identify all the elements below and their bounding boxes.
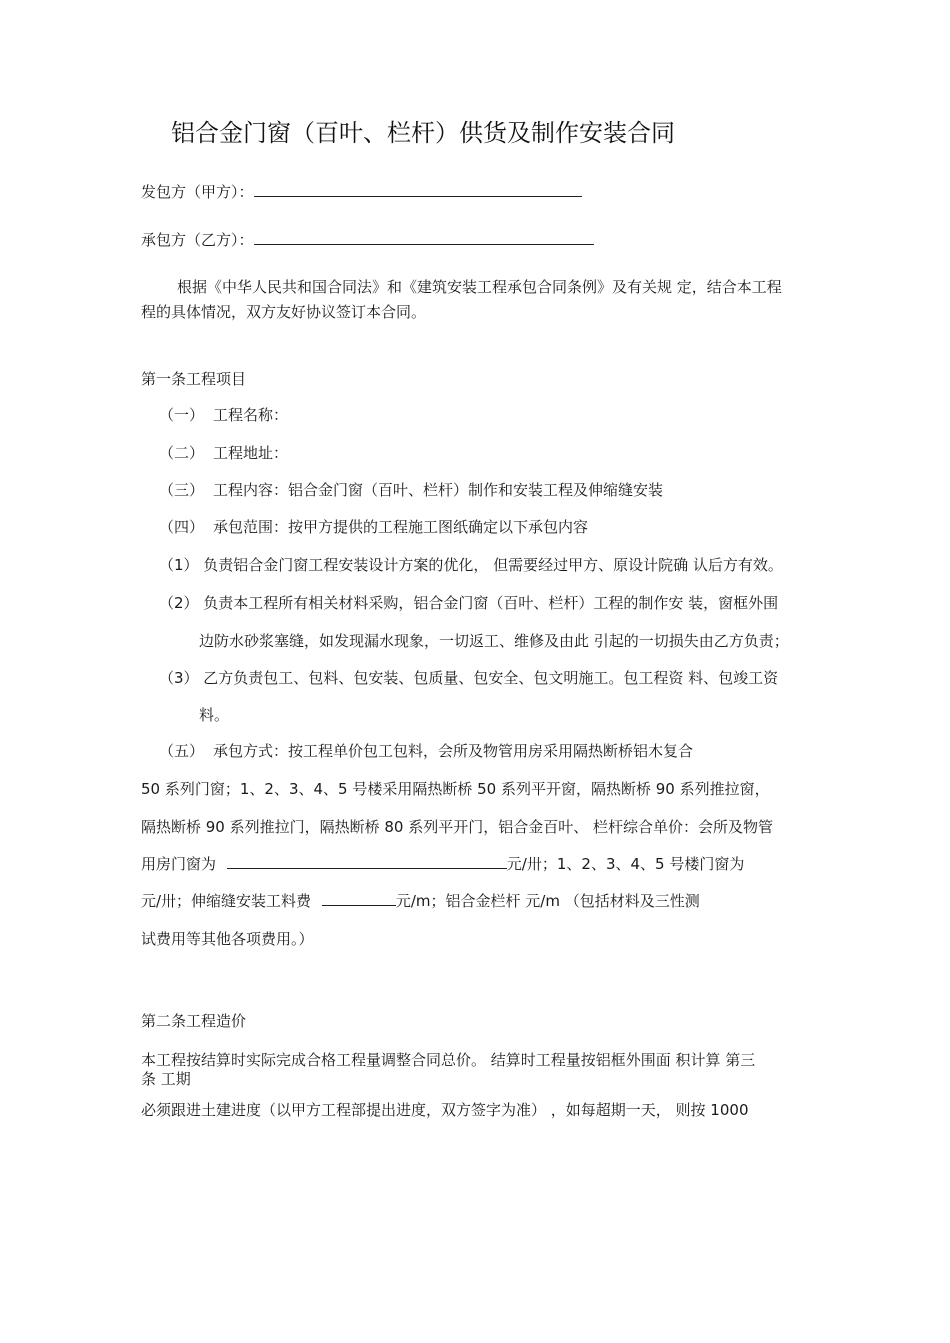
sub-item-3-line-2: 料。	[199, 706, 230, 724]
price-blank-clubhouse	[227, 854, 507, 869]
intro-line-2: 程的具体情况，双方友好协议签订本合同。	[141, 303, 427, 321]
party-b-blank	[254, 230, 594, 245]
article1-para-line-5: 试费用等其他各项费用。）	[141, 930, 314, 948]
sub-item-2-line-2: 边防水砂浆塞缝，如发现漏水现象，一切返工、维修及由此 引起的一切损失由乙方负责；	[199, 632, 789, 650]
article2-line-3: 必须跟进土建进度（以甲方工程部提出进度，双方签字为准） ，如每超期一天， 则按 1000	[141, 1101, 749, 1119]
article1-para-line-3	[141, 854, 744, 874]
article1-item-num: （一）	[159, 406, 205, 424]
article1-item-num: （四）	[159, 518, 205, 536]
price-unit-text: 元/卅；1、2、3、4、5 号楼门窗为	[506, 855, 745, 873]
sub-item-3-line-1: （3） 乙方负责包工、包料、包安装、包质量、包安全、包文明施工。包工程资 料、包竣工资	[159, 669, 779, 687]
article1-item5-num: （五）	[159, 742, 205, 760]
party-a-line	[141, 182, 582, 202]
price-label-clubhouse: 用房门窗为	[141, 855, 217, 873]
article1-item-num: （三）	[159, 481, 205, 499]
railing-price-text: 元/m；铝合金栏杆 元/m （包括材料及三性测	[395, 892, 700, 910]
party-a-blank	[254, 182, 582, 197]
article1-item-text: 工程内容：铝合金门窗（百叶、栏杆）制作和安装工程及伸缩缝安装	[213, 481, 664, 499]
article2-line-2: 条 工期	[141, 1070, 191, 1088]
article1-item-text: 承包范围：按甲方提供的工程施工图纸确定以下承包内容	[213, 518, 589, 536]
article1-item5-text: 承包方式：按工程单价包工包料，会所及物管用房采用隔热断桥铝木复合	[213, 742, 694, 760]
article1-item-text: 工程地址：	[213, 444, 289, 462]
party-b-label: 承包方（乙方）：	[141, 231, 254, 249]
expansion-joint-label: 元/卅；伸缩缝安装工料费	[141, 892, 312, 910]
article1-item-num: （二）	[159, 444, 205, 462]
article1-para-line-4	[141, 891, 700, 911]
sub-item-1: （1） 负责铝合金门窗工程安装设计方案的优化， 但需要经过甲方、原设计院确 认后方有效。	[159, 556, 783, 574]
article2-line-1: 本工程按结算时实际完成合格工程量调整合同总价。 结算时工程量按铝框外围面 积计算 第三	[141, 1051, 756, 1069]
party-b-line	[141, 230, 594, 250]
article1-heading: 第一条工程项目	[141, 370, 247, 388]
document-title: 铝合金门窗（百叶、栏杆）供货及制作安装合同	[171, 119, 675, 147]
sub-item-2-line-1: （2） 负责本工程所有相关材料采购，铝合金门窗（百叶、栏杆）工程的制作安 装，窗框外围	[159, 594, 779, 612]
expansion-joint-blank	[322, 891, 396, 906]
article1-item-text: 工程名称：	[213, 406, 289, 424]
party-a-label: 发包方（甲方）：	[141, 183, 254, 201]
article1-para-line-1: 50 系列门窗；1、2、3、4、5 号楼采用隔热断桥 50 系列平开窗，隔热断桥 90 系列推拉窗，	[141, 780, 770, 798]
article1-para-line-2: 隔热断桥 90 系列推拉门，隔热断桥 80 系列平开门，铝合金百叶、 栏杆综合单价：会所及物管	[141, 818, 774, 836]
article2-heading: 第二条工程造价	[141, 1012, 247, 1030]
intro-line-1: 根据《中华人民共和国合同法》和《建筑安装工程承包合同条例》及有关规 定，结合本工程	[177, 278, 782, 296]
